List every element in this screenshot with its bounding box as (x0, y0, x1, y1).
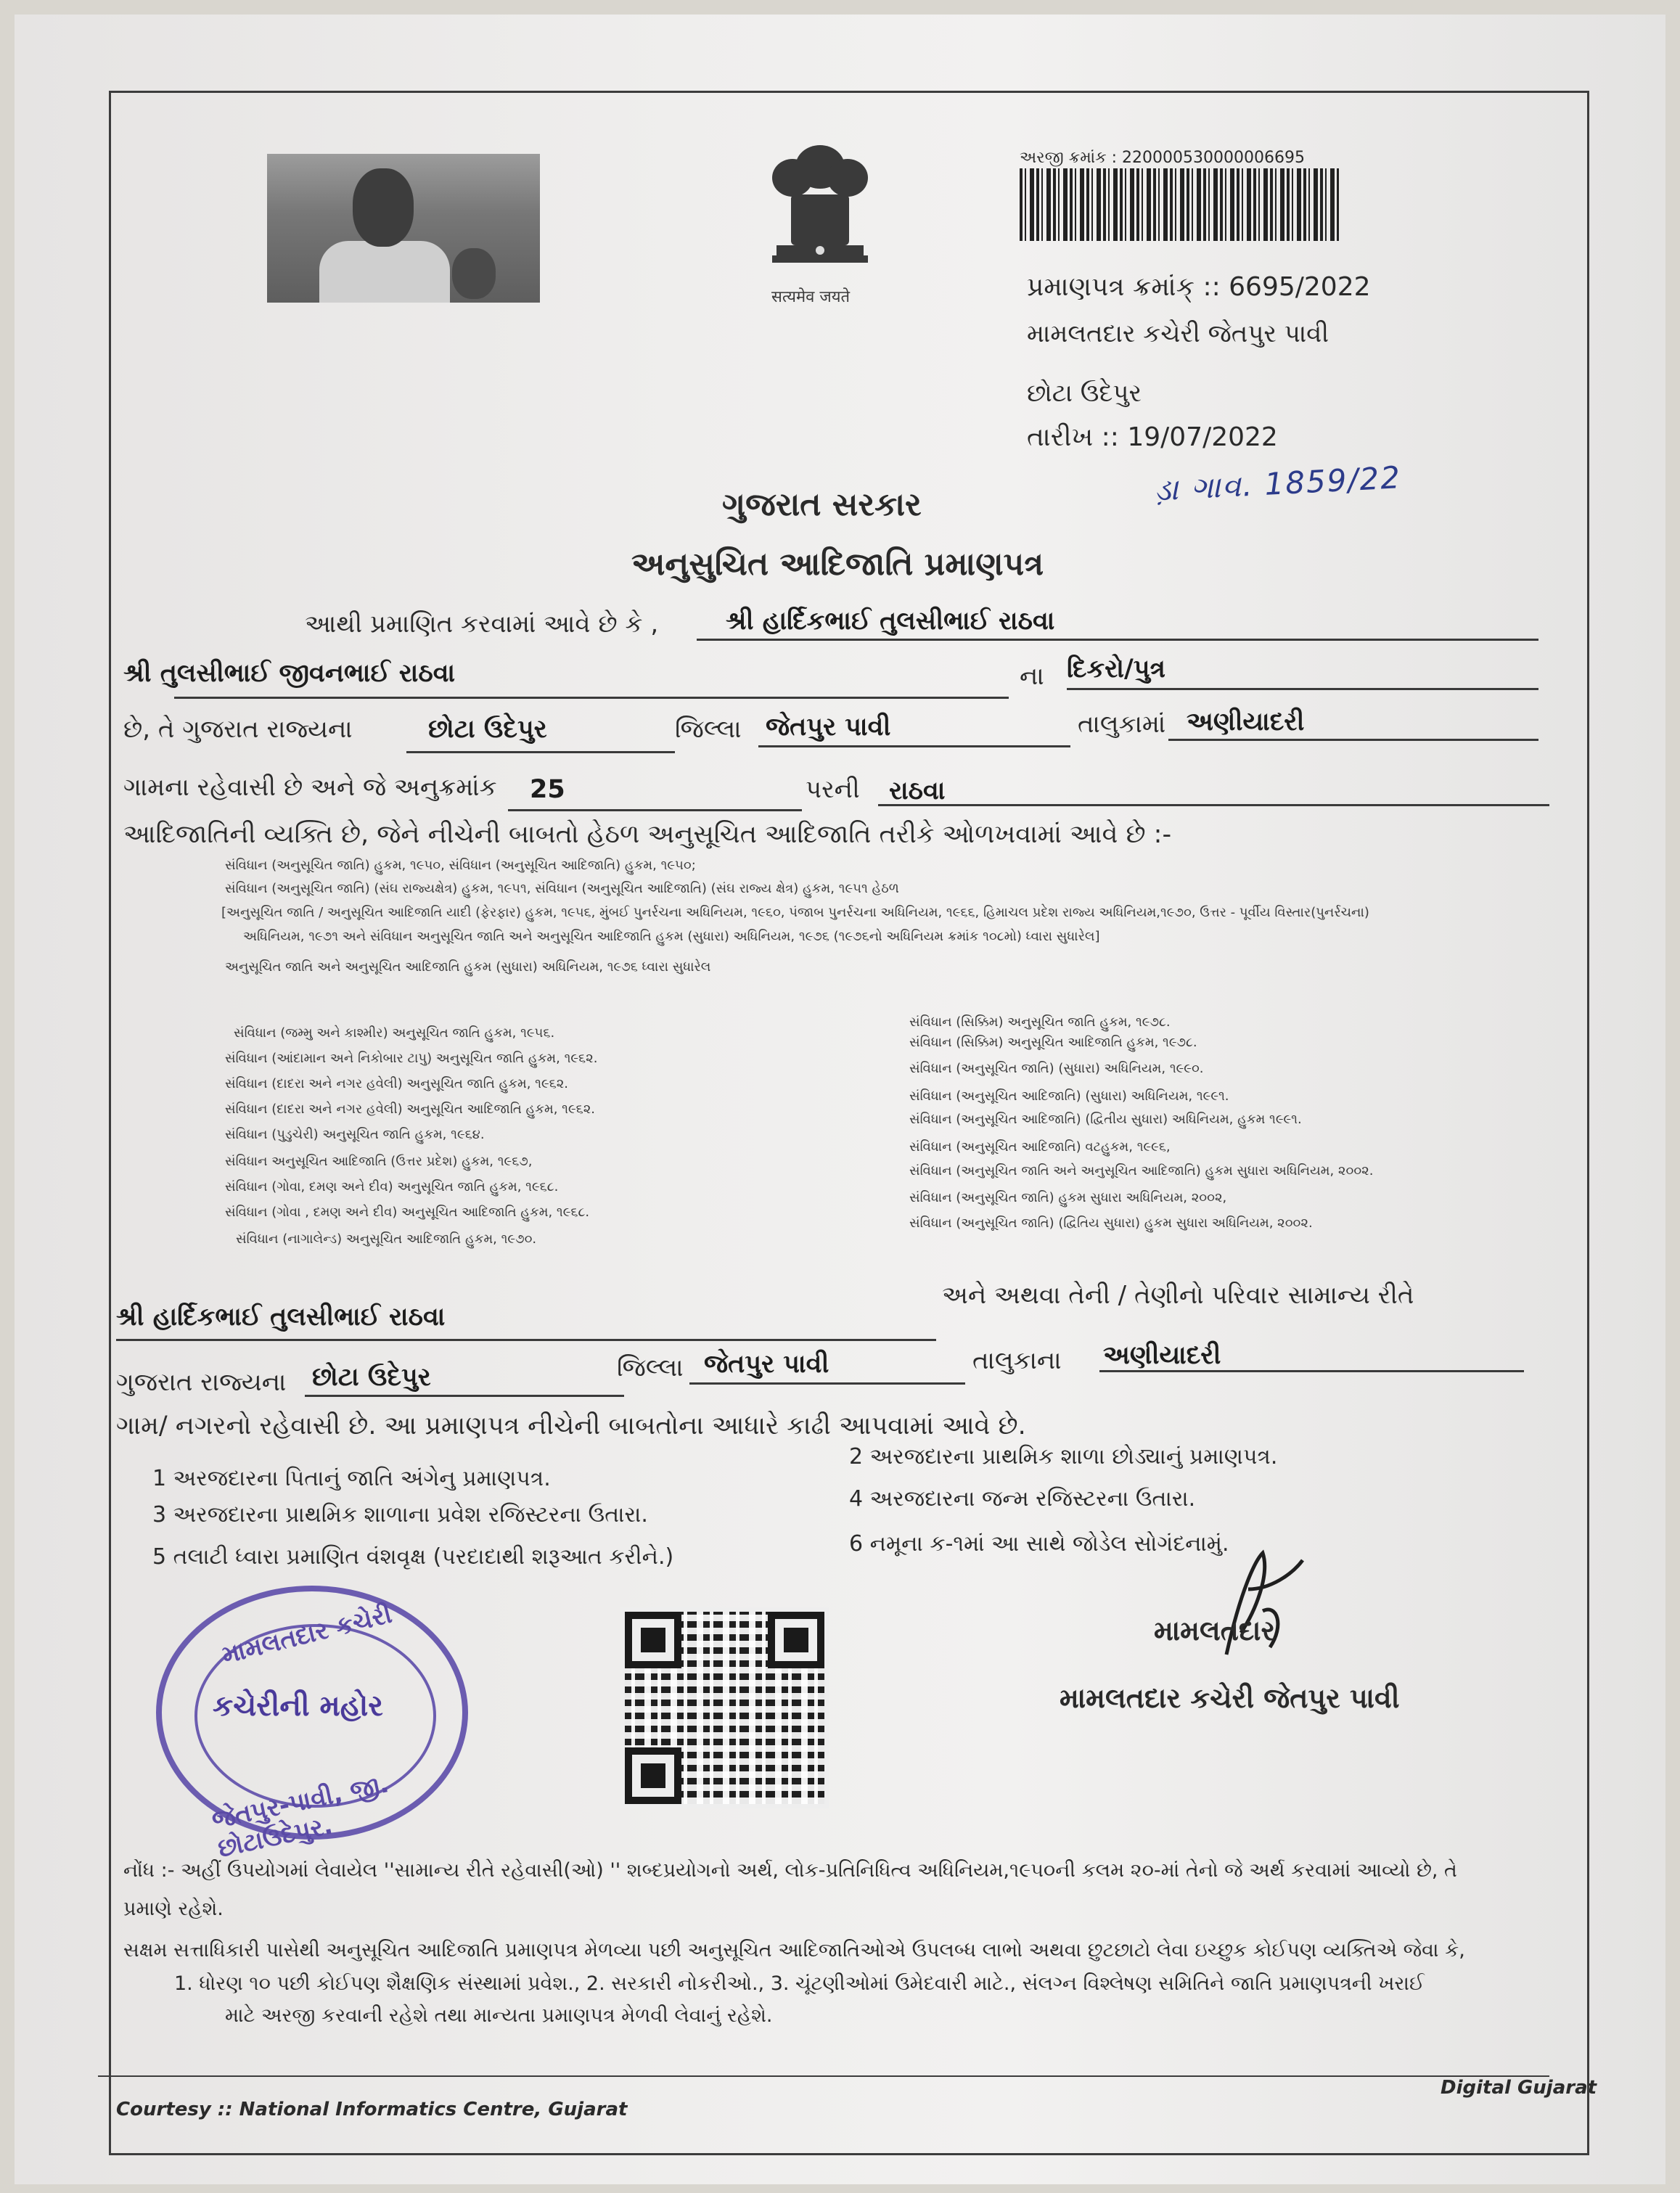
handwritten-register-number: ડ઼ા ગાવ. 1859/22 (1152, 459, 1403, 508)
resident-text: ગામના રહેવાસી છે અને જે અનુક્રમાંક (123, 773, 497, 802)
intro-text: આથી પ્રમાણિત કરવામાં આવે છે કે , (305, 610, 659, 639)
issuing-district: છોટા ઉદેપુર (1027, 379, 1142, 408)
order-line: સંવિધાન (અનુસૂચિત જાતિ) હુકમ સુધારા અધિનિયમ, ૨૦૦૨, (909, 1190, 1227, 1205)
note-text: નોંધ :- અહીં ઉપયોગમાં લેવાયેલ ''સામાન્ય રીતે રહેવાસી(ઓ) '' શબ્દપ્રયોગનો અર્થ, લોક-પ્રતિનિધિત્વ અધિનિયમ,૧૯૫૦ની કલમ ૨૦-માં તેનો જે અર્થ કરવામાં આવ્યો છે, તે (123, 1859, 1457, 1882)
family-text: અને અથવા તેની / તેણીનો પરિવાર સામાન્ય રીતે (942, 1281, 1414, 1310)
order-line: સંવિધાન (અનુસૂચિત જાતિ) (સંઘ રાજ્યક્ષેત્ર) હુકમ, ૧૯૫૧, સંવિધાન (અનુસૂચિત આદિજાતિ) (સંઘ રાજ્ય ક્ષેત્ર) હુકમ, ૧૯૫૧ હેઠળ (225, 881, 899, 896)
emblem-motto: सत्यमेव जयते (771, 288, 851, 306)
underline (406, 751, 675, 753)
underline (689, 1382, 965, 1385)
father-name: શ્રી તુલસીભાઈ જીવનભાઈ રાઠવા (123, 659, 456, 688)
na-label: ના (1020, 662, 1044, 691)
order-line: અધિનિયમ, ૧૯૭૧ અને સંવિધાન અનુસૂચિત જાતિ અને અનુસૂચિત આદિજાતિ હુકમ (સુધારા) અધિનિયમ, ૧૯૭૬ (૧૯૭૬નો અધિનિયમ ક્રમાંક ૧૦૮મો) ધ્વારા સુધારેલ] (243, 929, 1100, 944)
order-line: સંવિધાન (દાદરા અને નગર હવેલી) અનુસૂચિત આદિજાતિ હુકમ, ૧૯૬૨. (225, 1102, 596, 1117)
qr-code (620, 1607, 829, 1808)
order-line: સંવિધાન (પુડુચેરી) અનુસૂચિત જાતિ હુકમ, ૧૯૬૪. (225, 1127, 485, 1142)
order-line: અનુસૂચિત જાતિ અને અનુસૂચિત આદિજાતિ હુકમ (સુધારા) અધિનિયમ, ૧૯૭૬ ધ્વારા સુધારેલ (225, 959, 711, 975)
order-line: સંવિધાન (દાદરા અને નગર હવેલી) અનુસૂચિત જાતિ હુકમ, ૧૯૬૨. (225, 1076, 568, 1091)
signatory-office: મામલતદાર કચેરી જેતપુર પાવી (1060, 1682, 1400, 1714)
barcode (1020, 168, 1339, 241)
order-line: સંવિધાન (અનુસૂચિત જાતિ અને અનુસૂચિત આદિજાતિ) હુકમ સુધારા અધિનિયમ, ૨૦૦૨. (909, 1163, 1374, 1179)
document-item: 3 અરજદારના પ્રાથમિક શાળાના પ્રવેશ રજિસ્ટરના ઉતારા. (152, 1502, 648, 1528)
district: છોટા ઉદેપુર (428, 715, 547, 744)
identification-text: આદિજાતિની વ્યક્તિ છે, જેને નીચેની બાબતો હેઠળ અનુસૂચિત આદિજાતિ તરીકે ઓળખવામાં આવે છે :- (123, 820, 1172, 849)
order-line: સંવિધાન (આંદામાન અને નિકોબાર ટાપુ) અનુસૂચિત જાતિ હુકમ, ૧૯૬૨. (225, 1051, 598, 1066)
document-item: 4 અરજદારના જન્મ રજિસ્ટરના ઉતારા. (849, 1486, 1196, 1512)
issuing-office: મામલતદાર કચેરી જેતપુર પાવી (1027, 319, 1329, 348)
order-line: સંવિધાન (અનુસૂચિત જાતિ) (દ્વિતિય સુધારા) હુકમ સુધારા અધિનિયમ, ૨૦૦૨. (909, 1216, 1313, 1231)
order-line: સંવિધાન (સિક્કિમ) અનુસૂચિત જાતિ હુકમ, ૧૯૭૮. (909, 1014, 1171, 1030)
order-line: સંવિધાન (અનુસૂચિત આદિજાતિ) (દ્વિતીય સુધારા) અધિનિયમ, હુકમ ૧૯૯૧. (909, 1112, 1302, 1127)
certificate-title: અનુસુચિત આદિજાતિ પ્રમાણપત્ર (631, 546, 1044, 583)
state-label: છે, તે ગુજરાત રાજ્યના (123, 715, 353, 744)
note-text: પ્રમાણે રહેશે. (123, 1898, 224, 1920)
certificate-number: પ્રમાણપત્ર ક્રમાંક્ :: 6695/2022 (1027, 272, 1371, 302)
application-number: અરજી ક્રમાંક : 220000530000006695 (1020, 149, 1306, 167)
order-line: [અનુસૂચિત જાતિ / અનુસૂચિત આદિજાતિ યાદી (ફેરફાર) હુકમ, ૧૯૫૬, મુંબઈ પુનર્રચના અધિનિયમ, ૧૯૬૦, પંજાબ પુનર્રચના અધિનિયમ, ૧૯૬૬, હિમાચલ પ્રદેશ રાજ્ય અધિનિયમ,૧૯૭૦, ઉત્તર - પૂર્વીય વિસ્તાર(પુનર્રચના) (221, 905, 1369, 920)
underline (116, 1339, 936, 1341)
parni-label: પરની (806, 775, 860, 804)
order-line: સંવિધાન (સિક્કિમ) અનુસૂચિત આદિજાતિ હુકમ, ૧૯૭૮. (909, 1035, 1197, 1050)
certificate-border (109, 91, 1589, 2155)
stamp-bottom-text: જેતપુર-પાવી, જી. છોટાઉદેપુર. (209, 1769, 392, 1864)
underline (1067, 688, 1538, 690)
underline (1099, 1370, 1524, 1372)
underline (758, 745, 1070, 747)
office-seal-stamp (156, 1586, 468, 1864)
order-line: સંવિધાન (ગોવા, દમણ અને દીવ) અનુસૂચિત જાતિ હુકમ, ૧૯૬૮. (225, 1179, 559, 1194)
footer-brand: Digital Gujarat (1441, 2077, 1597, 2099)
taluka-label-repeat: તાલુકાના (972, 1346, 1062, 1375)
stamp-middle-text: કચેરીની મહોર (213, 1689, 383, 1723)
jilla-label-repeat: જિલ્લા (617, 1353, 684, 1382)
footer-divider (98, 2075, 1549, 2077)
underline (305, 1395, 624, 1397)
order-line: સંવિધાન (અનુસૂચિત આદિજાતિ) વટહુકમ, ૧૯૯૬, (909, 1139, 1171, 1155)
document-item: 2 અરજદારના પ્રાથમિક શાળા છોડ્યાનું પ્રમાણપત્ર. (849, 1444, 1278, 1469)
taluka-repeat: જેતપુર પાવી (704, 1350, 829, 1379)
state-label-repeat: ગુજરાત રાજ્યના (116, 1368, 287, 1397)
taluka-label: તાલુકામાં (1078, 710, 1166, 739)
order-line: સંવિધાન (ગોવા , દમણ અને દીવ) અનુસૂચિત આદિજાતિ હુકમ, ૧૯૬૮. (225, 1205, 590, 1220)
taluka: જેતપુર પાવી (766, 713, 891, 742)
order-line: સંવિધાન (જમ્મુ અને કાશ્મીર) અનુસૂચિત જાતિ હુકમ, ૧૯૫૬. (234, 1025, 555, 1041)
basis-text: ગામ/ નગરનો રહેવાસી છે. આ પ્રમાણપત્ર નીચેની બાબતોના આધારે કાઢી આપવામાં આવે છે. (116, 1411, 1026, 1440)
issue-date: તારીખ :: 19/07/2022 (1027, 422, 1278, 452)
underline (878, 804, 1549, 806)
signatory-title: મામલતદાર (1154, 1615, 1276, 1647)
document-item: 1 અરજદારના પિતાનું જાતિ અંગેનુ પ્રમાણપત્ર. (152, 1466, 551, 1491)
village-repeat: અણીયાદરી (1103, 1341, 1221, 1370)
order-line: સંવિધાન (નાગાલેન્ડ) અનુસૂચિત આદિજાતિ હુકમ, ૧૯૭૦. (236, 1231, 537, 1247)
applicant-name-repeat: શ્રી હાર્દિકભાઈ તુલસીભાઈ રાઠવા (116, 1303, 446, 1332)
note-text: માટે અરજી કરવાની રહેશે તથા માન્યતા પ્રમાણપત્ર મેળવી લેવાનું રહેશે. (225, 2004, 773, 2027)
serial-number: 25 (530, 775, 565, 804)
note-text: 1. ધોરણ ૧૦ પછી કોઈપણ શૈક્ષણિક સંસ્થામાં પ્રવેશ., 2. સરકારી નોકરીઓ., 3. ચૂંટણીઓમાં ઉમેદવારી માટે., સંલગ્ન વિશ્લેષણ સમિતિને જાતિ પ્રમાણપત્રની ખરાઈ (174, 1972, 1425, 1995)
order-line: સંવિધાન અનુસૂચિત આદિજાતિ (ઉત્તર પ્રદેશ) હુકમ, ૧૯૬૭, (225, 1154, 533, 1169)
stamp-top-text: મામલતદાર કચેરી (218, 1599, 396, 1671)
relation: દિકરો/પુત્ર (1067, 655, 1166, 684)
underline (697, 639, 1538, 641)
document-item: 6 નમૂના ક-૧માં આ સાથે જોડેલ સોગંદનામું. (849, 1531, 1229, 1557)
underline (174, 697, 1009, 699)
district-repeat: છોટા ઉદેપુર (312, 1363, 431, 1392)
village: અણીયાદરી (1187, 708, 1305, 737)
underline (1168, 739, 1538, 741)
applicant-photo (267, 154, 540, 303)
order-line: સંવિધાન (અનુસૂચિત આદિજાતિ) (સુધારા) અધિનિયમ, ૧૯૯૧. (909, 1089, 1229, 1104)
order-line: સંવિધાન (અનુસૂચિત જાતિ) હુકમ, ૧૯૫૦, સંવિધાન (અનુસૂચિત આદિજાતિ) હુકમ, ૧૯૫૦; (225, 858, 696, 873)
applicant-name: શ્રી હાર્દિકભાઈ તુલસીભાઈ રાઠવા (726, 607, 1055, 636)
note-text: સક્ષમ સત્તાધિકારી પાસેથી અનુસૂચિત આદિજાતિ પ્રમાણપત્ર મેળવ્યા પછી અનુસૂચિત આદિજાતિઓએ ઉપલબ્ધ લાભો અથવા છુટછાટો લેવા ઇચ્છુક કોઈપણ વ્યક્તિએ જેવા કે, (123, 1939, 1465, 1962)
order-line: સંવિધાન (અનુસૂચિત જાતિ) (સુધારા) અધિનિયમ, ૧૯૯૦. (909, 1061, 1204, 1076)
jilla-label: જિલ્લા (675, 715, 742, 744)
footer-courtesy: Courtesy :: National Informatics Centre, Gujarat (116, 2099, 628, 2120)
tribe: રાઠવા (889, 776, 946, 806)
government-title: ગુજરાત સરકાર (722, 486, 922, 523)
underline (508, 809, 802, 811)
document-item: 5 તલાટી ધ્વારા પ્રમાણિત વંશવૃક્ષ (પરદાદાથી શરૂઆત કરીને.) (152, 1544, 674, 1570)
national-emblem-icon (755, 138, 885, 283)
